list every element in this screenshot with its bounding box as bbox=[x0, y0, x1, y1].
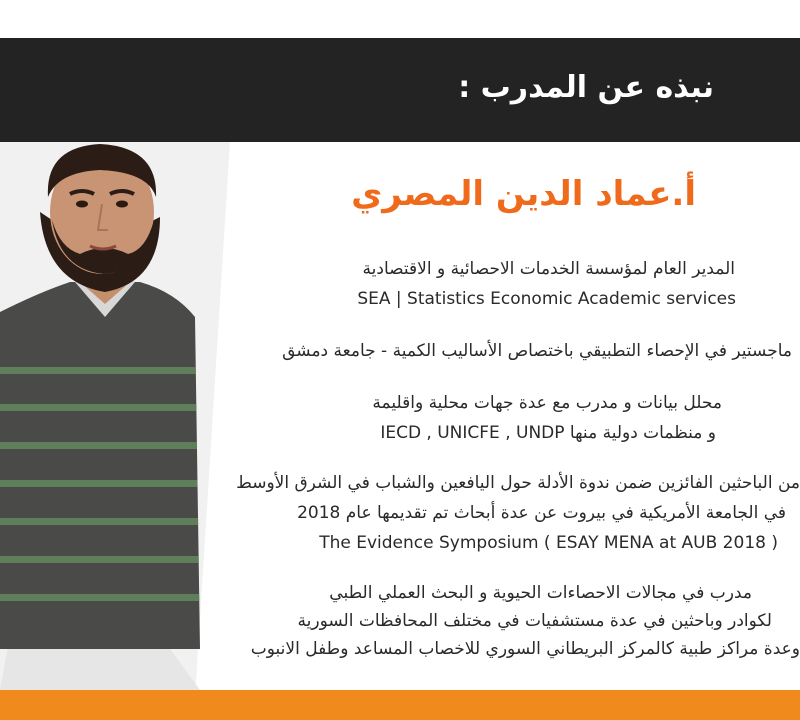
top-strip bbox=[0, 0, 800, 38]
bio-analyst-line: محلل بيانات و مدرب مع عدة جهات محلية واقليمة bbox=[372, 393, 722, 413]
bio-research-line: من الباحثين الفائزين ضمن ندوة الأدلة حول اليافعين والشباب في الشرق الأوسط bbox=[236, 473, 800, 493]
bio-university-line: في الجامعة الأمريكية في بيروت عن عدة أبحاث تم تقديمها عام 2018 bbox=[297, 503, 786, 523]
bio-organizations-line: و منظمات دولية منها IECD , UNICFE , UNDP bbox=[380, 423, 716, 443]
page-title: نبذه عن المدرب : bbox=[458, 70, 714, 105]
bio-medical-centers-line: وعدة مراكز طبية كالمركز البريطاني السوري للاخصاب المساعد وطفل الانبوب bbox=[250, 639, 800, 659]
header-bar bbox=[0, 38, 800, 142]
bio-hospitals-line: لكوادر وباحثين في عدة مستشفيات في مختلف المحافظات السورية bbox=[297, 611, 772, 631]
bio-symposium-line: ( The Evidence Symposium ( ESAY MENA at AUB 2018 bbox=[319, 533, 778, 553]
trainer-name: أ.عماد الدين المصري bbox=[351, 174, 696, 214]
trainer-photo bbox=[0, 142, 200, 649]
footer-bar bbox=[0, 690, 800, 720]
bio-degree-line: ماجستير في الإحصاء التطبيقي باختصاص الأساليب الكمية - جامعة دمشق bbox=[282, 341, 792, 361]
bio-role-line: المدير العام لمؤسسة الخدمات الاحصائية و الاقتصادية bbox=[362, 259, 735, 279]
bio-company-line: SEA | Statistics Economic Academic services bbox=[357, 289, 736, 309]
bio-trainer-line: مدرب في مجالات الاحصاءات الحيوية و البحث العملي الطبي bbox=[329, 583, 752, 603]
